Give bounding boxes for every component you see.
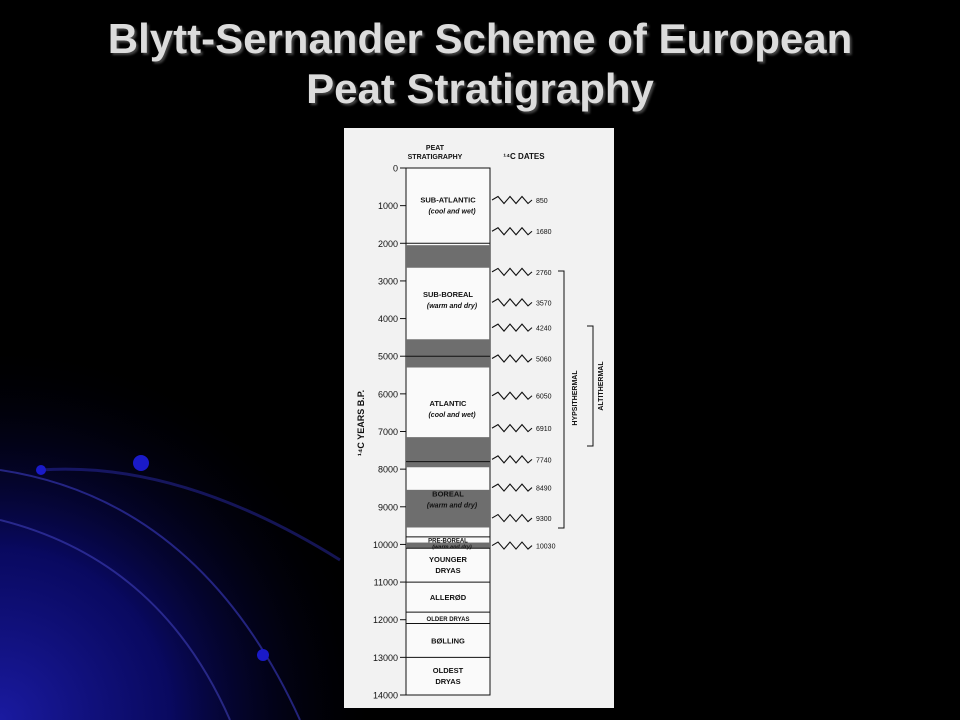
zone-desc-1: (cool and wet)	[428, 208, 476, 216]
c14-date-wave	[492, 355, 532, 362]
c14-date-label: 6050	[536, 393, 552, 401]
c14-date-wave	[492, 196, 532, 203]
stratigraphy-diagram	[344, 128, 614, 708]
c14-date-label: 7740	[536, 457, 552, 465]
altithermal-bracket	[587, 326, 593, 446]
y-tick-label: 3000	[377, 276, 398, 287]
zone-name-5: PRE-BOREAL	[428, 538, 468, 545]
y-tick-label: 8000	[377, 464, 398, 475]
slide-title-line-2: Peat Stratigraphy	[306, 65, 654, 112]
c14-date-wave	[492, 425, 532, 432]
c14-date-wave	[492, 299, 532, 306]
c14-date-label: 850	[536, 197, 548, 205]
decor-dot	[133, 455, 149, 471]
c14-date-label: 10030	[536, 543, 556, 551]
zone-name-9: BØLLING	[431, 636, 465, 646]
c14-date-label: 8490	[536, 485, 552, 493]
zone-name-4: BOREAL	[432, 489, 464, 499]
c14-date-wave	[492, 324, 532, 331]
y-tick-label: 2000	[377, 238, 398, 249]
decor-dot	[257, 649, 269, 661]
y-tick-label: 14000	[372, 690, 398, 701]
decor-dot	[36, 465, 46, 475]
y-tick-label: 13000	[372, 652, 398, 663]
c14-date-label: 2760	[536, 269, 552, 277]
c14-date-wave	[492, 484, 532, 491]
zone-name-1: SUB-ATLANTIC	[420, 195, 476, 205]
zone-desc-10: DRYAS	[435, 677, 461, 687]
c14-date-wave	[492, 268, 532, 275]
hypsithermal-label: HYPSITHERMAL	[572, 370, 579, 426]
peat-band-2	[406, 339, 490, 367]
zone-name-2: SUB-BOREAL	[423, 289, 473, 299]
y-tick-label: 12000	[372, 615, 398, 626]
stratigraphy-figure	[344, 128, 614, 708]
slide-title	[0, 14, 960, 114]
c14-date-label: 1680	[536, 229, 552, 237]
hypsithermal-bracket	[558, 271, 564, 528]
y-tick-label: 6000	[377, 389, 398, 400]
altithermal-label: ALTITHERMAL	[598, 361, 605, 411]
strat-column	[373, 164, 490, 701]
c14-date-wave	[492, 228, 532, 235]
header-peat: PEAT	[425, 145, 445, 152]
zone-name-8: OLDER DRYAS	[426, 616, 470, 623]
c14-date-wave	[492, 542, 532, 549]
zone-desc-5: (warm and dry)	[432, 544, 472, 551]
zone-desc-4: (warm and dry)	[426, 502, 478, 510]
zone-name-3: ATLANTIC	[429, 398, 467, 408]
c14-date-wave	[492, 515, 532, 522]
c14-date-wave	[492, 456, 532, 463]
zone-name-10: OLDEST	[432, 666, 464, 676]
c14-date-markers	[492, 196, 556, 550]
y-tick-label: 0	[392, 163, 398, 174]
peat-band-3	[406, 437, 490, 467]
thermal-brackets	[558, 271, 605, 528]
c14-date-wave	[492, 392, 532, 399]
c14-date-label: 9300	[536, 516, 552, 524]
c14-date-label: 6910	[536, 426, 552, 434]
slide-title-line-1: Blytt-Sernander Scheme of European	[107, 15, 853, 62]
y-tick-label: 10000	[372, 539, 398, 550]
y-tick-label: 7000	[377, 427, 398, 437]
zone-desc-3: (cool and wet)	[428, 411, 476, 419]
zone-desc-2: (warm and dry)	[426, 302, 478, 310]
header-stratigraphy: STRATIGRAPHY	[407, 154, 463, 161]
y-tick-label: 11000	[373, 577, 398, 588]
zone-name-6: YOUNGER	[429, 555, 467, 565]
y-tick-label: 1000	[377, 201, 398, 212]
y-tick-label: 5000	[377, 351, 398, 362]
c14-date-label: 4240	[536, 325, 552, 333]
zone-desc-6: DRYAS	[435, 566, 461, 576]
peat-band-1	[406, 245, 490, 268]
c14-date-label: 5060	[536, 356, 552, 364]
zone-name-7: ALLERØD	[429, 593, 467, 603]
y-tick-label: 9000	[377, 502, 398, 513]
y-tick-label: 4000	[377, 314, 398, 325]
header-c14-dates: ¹⁴C DATES	[503, 152, 545, 161]
c14-date-label: 3570	[536, 300, 552, 308]
y-axis-label: ¹⁴C YEARS B.P.	[356, 389, 366, 457]
